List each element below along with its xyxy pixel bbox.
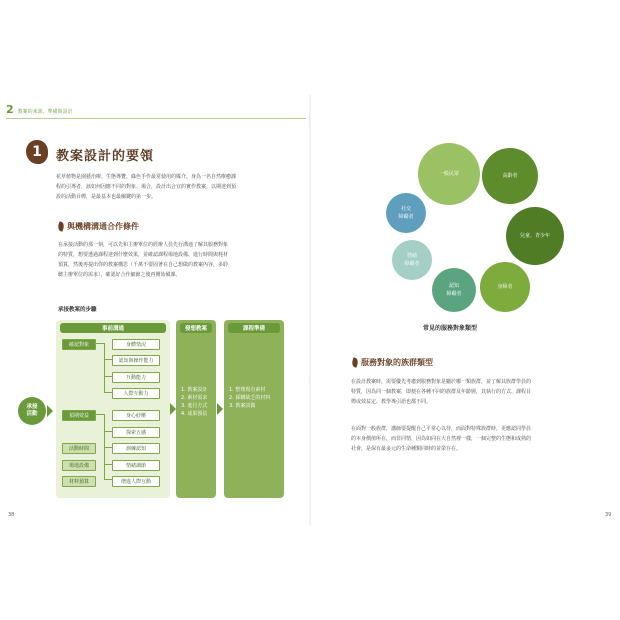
detail-box: 身心紓壓 xyxy=(112,410,160,421)
circle-label: 社交 障礙者 xyxy=(398,206,414,220)
section-number-badge: 1 xyxy=(26,140,48,164)
chapter-number: 2 xyxy=(6,103,14,116)
circle-social xyxy=(386,193,426,233)
circle-general-public xyxy=(418,143,480,205)
subsection-heading-right xyxy=(352,357,433,368)
connector xyxy=(104,479,112,480)
step-box: 場地設備 xyxy=(62,460,96,471)
step-box: 預期效益 xyxy=(62,410,96,421)
chapter-title: 教案的來源、準備與設計 xyxy=(17,109,73,115)
prep-item: 2. 採購缺乏的材料 xyxy=(229,395,271,401)
chapter-header xyxy=(6,103,73,116)
circle-cognitive xyxy=(432,268,476,312)
connector xyxy=(104,343,105,393)
diagram-label: 承接教案的步驟 xyxy=(58,307,97,313)
idea-item: 4. 成果預估 xyxy=(181,411,208,417)
connector xyxy=(104,376,112,377)
section-title: 教案設計的要領 xyxy=(56,149,155,164)
column-header: 發想教案 xyxy=(180,323,212,333)
detail-box: 認知與操作能力 xyxy=(112,355,160,366)
circle-label: 認知 障礙者 xyxy=(446,283,462,297)
body-line: 在承接活動的那一刻，可以先和主辦單位的經辦人員先行溝通了解其服務對象 xyxy=(58,242,229,248)
page-number-left: 38 xyxy=(8,512,15,518)
idea-item: 2. 素材需求 xyxy=(181,395,208,401)
step-box: 活動時間 xyxy=(62,443,96,454)
connector xyxy=(104,392,112,393)
body-line: 標或效益定、教學導引語也都不同。 xyxy=(351,399,432,405)
subsection-title: 與機構溝通合作條件 xyxy=(67,222,139,231)
prep-item: 1. 整理現有素材 xyxy=(229,387,266,393)
intro-line: 花草植物是園藝治療、生態導覽、綠色手作最常使用的媒介。身為一名自然療癒課 xyxy=(56,174,237,180)
body-line: 的本身價值所在，而非同情，因為如同在大自然裡一樣，一個完整的生態和成熟的 xyxy=(351,436,532,442)
connector xyxy=(104,464,112,465)
subsection-title: 服務對象的族群類型 xyxy=(361,358,433,367)
connector xyxy=(94,414,104,415)
page-number-right: 39 xyxy=(605,512,612,518)
column-header: 事前溝通 xyxy=(60,323,166,333)
arrow-right-icon xyxy=(47,405,53,417)
circle-label: 情緒 障礙者 xyxy=(404,253,420,267)
circle-label: 身障者 xyxy=(497,284,513,290)
detail-box: 探索五感 xyxy=(112,427,160,438)
leaf-icon xyxy=(57,221,66,232)
detail-box: 身體情況 xyxy=(112,339,160,350)
header-divider xyxy=(6,118,306,119)
circle-elderly xyxy=(482,148,538,204)
circle-label: 高齡者 xyxy=(502,173,518,179)
leaf-icon xyxy=(351,357,360,368)
body-line: 聽主辦單位的需求），確認好合作細節之後再開始備課。 xyxy=(58,272,181,278)
circle-disabled xyxy=(480,262,530,312)
start-node-label: 承接 活動 xyxy=(26,404,38,417)
body-line: 的特質，想要透過課程達到什麼效果，並確認課程場地設備、進行時間與耗材 xyxy=(58,252,229,258)
detail-box: 訓練認知 xyxy=(112,443,160,454)
prep-item: 3. 教案試做 xyxy=(229,403,256,409)
subsection-heading-left xyxy=(58,221,139,232)
circle-children xyxy=(506,207,564,265)
body-line: 特質，因為同一個教案，即便在各種不同的族群及年齡層，其執行的方式、課程目 xyxy=(351,389,532,395)
body-line: 預算，然後再提出你的教案構思（千萬不要固著在自己想做的教案內容，多聆 xyxy=(58,262,229,268)
column-header: 課程準備 xyxy=(228,323,280,333)
connector xyxy=(94,343,104,344)
idea-item: 1. 教案設計 xyxy=(181,387,208,393)
body-line: 社會，是保有最多元的生命種類同時的並榮存在。 xyxy=(351,446,462,452)
connector xyxy=(104,359,112,360)
connector xyxy=(104,447,112,448)
step-box: 確認對象 xyxy=(62,339,96,350)
detail-box: 互動能力 xyxy=(112,372,160,383)
body-line: 在設計教案時，需要優先考慮到服務對象是屬於哪一類族群，並了解其族群學員的 xyxy=(351,379,532,385)
body-line: 在面對一般族群，講師要提醒自己平常心以待，而面對特殊族群時，更應認同學員 xyxy=(351,426,532,432)
intro-line: 程的引導者，該如何因應不同的對象、場合，設計出合宜的實作教案，以期達到預 xyxy=(56,184,237,190)
detail-box: 增進人際互動 xyxy=(112,476,160,487)
circle-label: 一般民眾 xyxy=(438,171,459,177)
connector xyxy=(104,431,112,432)
figure-caption: 常見的服務對象類型 xyxy=(423,325,478,332)
idea-item: 3. 進行方式 xyxy=(181,403,208,409)
circle-label: 兒童、青少年 xyxy=(519,233,550,239)
start-node xyxy=(18,397,46,425)
detail-box: 情緒調節 xyxy=(112,460,160,471)
arrow-right-icon xyxy=(217,403,223,415)
circle-emotional xyxy=(392,240,432,280)
detail-box: 人際互動力 xyxy=(112,388,160,399)
intro-line: 設的活動目標，是最基本也最關鍵的第一步。 xyxy=(56,194,157,200)
step-box: 材料預算 xyxy=(62,476,96,487)
